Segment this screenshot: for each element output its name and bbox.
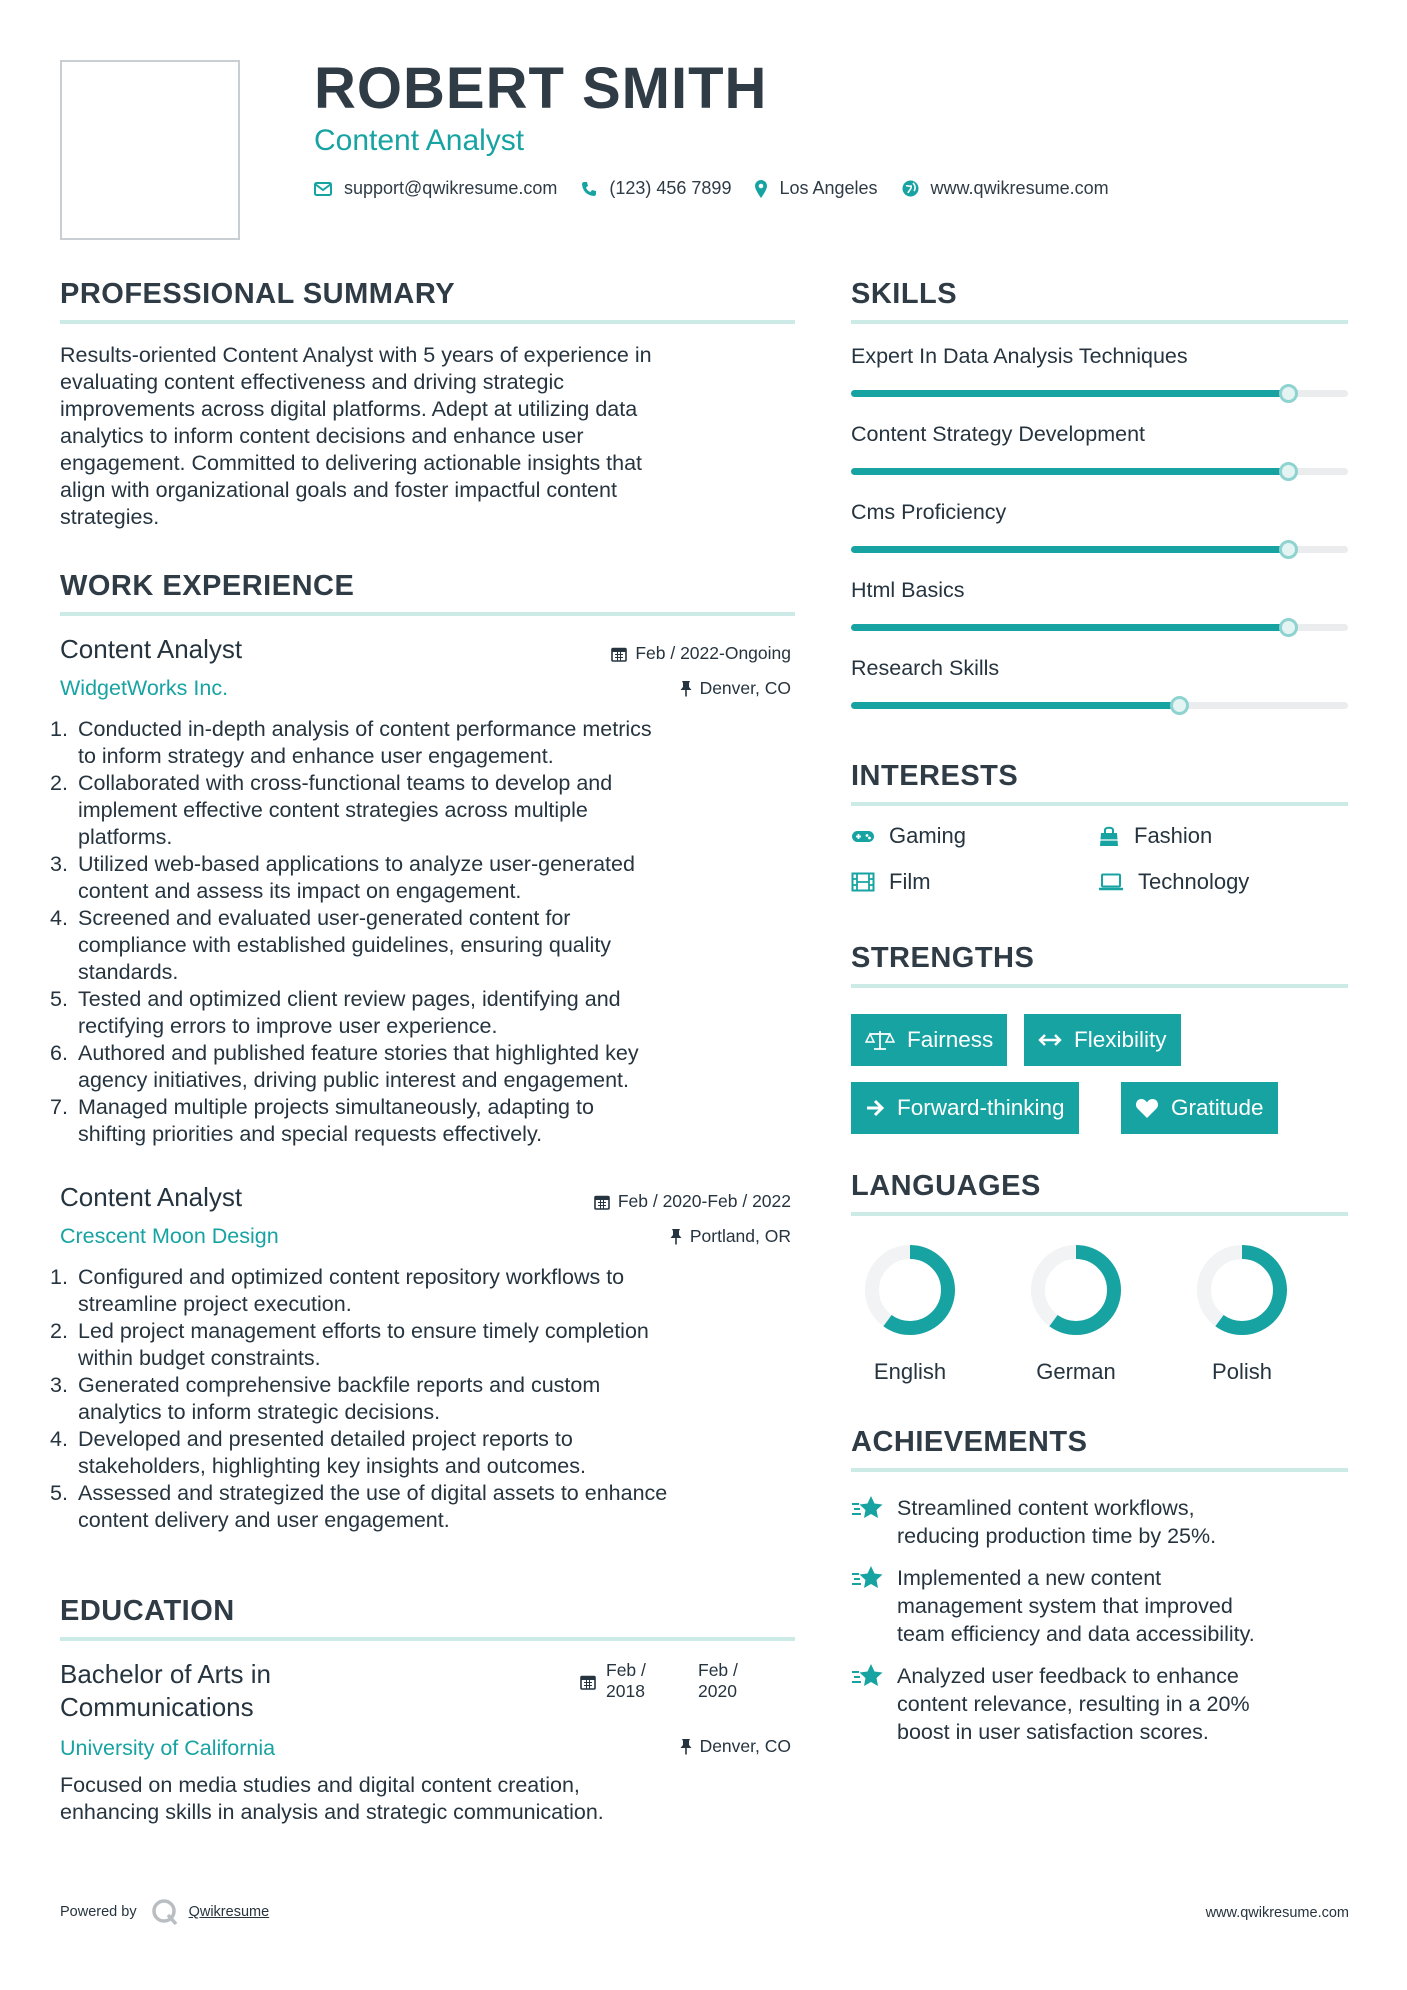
skill-bar: [851, 468, 1348, 475]
qwikresume-logo-icon: [151, 1898, 179, 1926]
interests-heading: INTERESTS: [851, 760, 1019, 792]
language-item: [1182, 1240, 1302, 1385]
summary-line: evaluating content effectiveness and driving strategic: [60, 370, 564, 394]
globe-icon: [902, 180, 919, 197]
interest-item: Fashion: [1098, 823, 1212, 849]
pushpin-icon: [670, 1228, 682, 1245]
language-name: German: [1036, 1359, 1116, 1384]
achievement-item: [851, 1494, 1331, 1550]
achievement-item: [851, 1662, 1331, 1746]
education-rule: [60, 1637, 795, 1641]
calendar-icon: [594, 1194, 610, 1210]
star-medal-icon: [851, 1564, 885, 1592]
interest-item: Technology: [1098, 869, 1249, 895]
strength-badge: Gratitude: [1121, 1082, 1278, 1134]
skill-bar-fill: [851, 702, 1179, 709]
heart-icon: [1135, 1097, 1159, 1119]
job-company: WidgetWorks Inc.: [60, 676, 229, 700]
strength-badge: Fairness: [851, 1014, 1007, 1066]
arrow-right-icon: [865, 1099, 885, 1117]
summary-text: [60, 342, 795, 531]
degree-line: Communications: [60, 1692, 254, 1722]
skill-bar-fill: [851, 390, 1288, 397]
language-gauge: [1192, 1240, 1292, 1340]
contact-email-text: support@qwikresume.com: [344, 178, 558, 198]
interest-item: Film: [851, 869, 931, 895]
list-item: 4. Screened and evaluated user-generated content for compliance with established guidelines, ensuring quality standards.: [50, 906, 612, 984]
job-title: Content Analyst: [60, 634, 243, 664]
languages-heading: LANGUAGES: [851, 1170, 1041, 1202]
strength-badge: Flexibility: [1024, 1014, 1181, 1066]
education-location: [680, 1736, 791, 1757]
skills-heading: SKILLS: [851, 278, 958, 310]
contact-location: [755, 178, 877, 199]
skill-bar-fill: [851, 468, 1288, 475]
language-item: [850, 1240, 970, 1385]
list-item: 2. Led project management efforts to ensure timely completion within budget constraints.: [50, 1319, 649, 1370]
language-item: [1016, 1240, 1136, 1385]
strengths-heading: STRENGTHS: [851, 942, 1035, 974]
education-location-text: Denver, CO: [699, 1736, 791, 1756]
education-heading: EDUCATION: [60, 1595, 235, 1627]
strength-badge: Forward-thinking: [851, 1082, 1079, 1134]
experience-rule: [60, 612, 795, 616]
job-dates: [611, 643, 791, 664]
list-item: 2. Collaborated with cross-functional teams to develop and implement effective content strategies across multiple platforms.: [50, 771, 613, 849]
contact-phone[interactable]: [581, 178, 731, 199]
degree-title: [60, 1658, 271, 1724]
summary-line: align with organizational goals and foster impactful content: [60, 478, 617, 502]
list-item: 5. Assessed and strategized the use of digital assets to enhance content delivery and user engagement.: [50, 1481, 668, 1532]
summary-line: engagement. Committed to delivering actionable insights that: [60, 451, 643, 475]
skill-bar: [851, 624, 1348, 631]
skill-bar-fill: [851, 624, 1288, 631]
skill-bar-knob: [1279, 540, 1298, 559]
skill-label: Html Basics: [851, 578, 965, 602]
summary-line: analytics to inform content decisions and enhance user: [60, 424, 584, 448]
job-location: [670, 1226, 791, 1247]
candidate-title: Content Analyst: [314, 124, 525, 157]
achievements-heading: ACHIEVEMENTS: [851, 1426, 1088, 1458]
envelope-icon: [314, 182, 332, 196]
summary-heading: PROFESSIONAL SUMMARY: [60, 278, 456, 310]
arrows-horizontal-icon: [1038, 1033, 1062, 1047]
skill-label: Research Skills: [851, 656, 1000, 680]
list-item: 7. Managed multiple projects simultaneously, adapting to shifting priorities and special requests effectively.: [50, 1095, 594, 1146]
job-title: Content Analyst: [60, 1182, 243, 1212]
interests-rule: [851, 802, 1348, 806]
contact-website[interactable]: [902, 178, 1109, 199]
list-item: 5. Tested and optimized client review pages, identifying and rectifying errors to improve user experience.: [50, 987, 621, 1038]
skill-bar: [851, 702, 1348, 709]
skill-bar: [851, 546, 1348, 553]
education-start-date: Feb / 2018: [606, 1660, 646, 1701]
achievement-text: Implemented a new content management system that improved team efficiency and data accessibility.: [897, 1566, 1255, 1646]
job-dates-text: Feb / 2020-Feb / 2022: [617, 1191, 791, 1211]
star-medal-icon: [851, 1662, 885, 1690]
language-gauge: [860, 1240, 960, 1340]
skills-rule: [851, 320, 1348, 324]
job-dates-text: Feb / 2022-Ongoing: [635, 643, 791, 663]
achievement-item: [851, 1564, 1331, 1648]
list-item: 3. Utilized web-based applications to analyze user-generated content and assess its impact on engagement.: [50, 852, 635, 903]
skill-label: Content Strategy Development: [851, 422, 1145, 446]
contact-phone-text: (123) 456 7899: [609, 178, 732, 198]
job-duties-list: [50, 1264, 800, 1534]
summary-line: Results-oriented Content Analyst with 5 years of experience in: [60, 343, 652, 367]
skill-bar-knob: [1279, 618, 1298, 637]
achievements-rule: [851, 1468, 1348, 1472]
languages-rule: [851, 1212, 1348, 1216]
job-location: [680, 678, 791, 699]
contact-email[interactable]: [314, 178, 557, 199]
achievement-text: Analyzed user feedback to enhance content relevance, resulting in a 20% boost in user satisfaction scores.: [897, 1664, 1250, 1744]
skill-label: Expert In Data Analysis Techniques: [851, 344, 1188, 368]
interest-item: Gaming: [851, 823, 966, 849]
skill-bar-knob: [1170, 696, 1189, 715]
degree-line: Bachelor of Arts in: [60, 1659, 271, 1689]
list-item: 1. Configured and optimized content repository workflows to streamline project execution.: [50, 1265, 625, 1316]
profile-photo-placeholder: [60, 60, 240, 240]
skill-bar: [851, 390, 1348, 397]
contact-website-text: www.qwikresume.com: [930, 178, 1109, 198]
calendar-icon: [611, 646, 627, 662]
shopping-bag-icon: [1098, 825, 1120, 847]
language-name: English: [873, 1359, 947, 1384]
contact-location-text: Los Angeles: [779, 178, 878, 198]
job-location-text: Portland, OR: [689, 1226, 791, 1246]
list-item: 1. Conducted in-depth analysis of content performance metrics to inform strategy and enhance user engagement.: [50, 717, 652, 768]
candidate-name: ROBERT SMITH: [314, 56, 768, 121]
laptop-icon: [1098, 873, 1124, 891]
strengths-rule: [851, 984, 1348, 988]
footer-powered-by: Powered by Qwikresume: [60, 1898, 269, 1926]
pushpin-icon: [680, 1738, 692, 1755]
footer-website[interactable]: www.qwikresume.com: [1205, 1905, 1349, 1921]
gamepad-icon: [851, 828, 875, 844]
education-description: Focused on media studies and digital content creation, enhancing skills in analysis and strategic communication.: [60, 1773, 604, 1824]
job-dates: [594, 1191, 791, 1212]
experience-heading: WORK EXPERIENCE: [60, 570, 355, 602]
achievement-text: Streamlined content workflows, reducing production time by 25%.: [897, 1496, 1217, 1548]
summary-line: improvements across digital platforms. Adept at utilizing data: [60, 397, 638, 421]
skill-bar-knob: [1279, 462, 1298, 481]
job-duties-list: [50, 716, 800, 1148]
skill-bar-knob: [1279, 384, 1298, 403]
balance-scale-icon: [865, 1029, 895, 1051]
film-icon: [851, 872, 875, 892]
phone-icon: [581, 181, 597, 197]
list-item: 4. Developed and presented detailed project reports to stakeholders, highlighting key insights and outcomes.: [50, 1427, 586, 1478]
map-marker-icon: [755, 180, 767, 198]
star-medal-icon: [851, 1494, 885, 1522]
education-end-date: Feb / 2020: [698, 1660, 738, 1701]
skill-label: Cms Proficiency: [851, 500, 1007, 524]
list-item: 6. Authored and published feature stories that highlighted key agency initiatives, driving public interest and engagement.: [50, 1041, 639, 1092]
contact-bar: [314, 178, 1133, 199]
summary-line: strategies.: [60, 505, 160, 529]
job-company: Crescent Moon Design: [60, 1224, 279, 1248]
calendar-icon: [580, 1674, 596, 1690]
list-item: 3. Generated comprehensive backfile reports and custom analytics to inform strategic decisions.: [50, 1373, 601, 1424]
skill-bar-fill: [851, 546, 1288, 553]
school-name: University of California: [60, 1736, 276, 1760]
summary-rule: [60, 320, 795, 324]
language-name: Polish: [1212, 1359, 1272, 1384]
job-location-text: Denver, CO: [699, 678, 791, 698]
pushpin-icon: [680, 680, 692, 697]
language-gauge: [1026, 1240, 1126, 1340]
footer-brand-link[interactable]: Qwikresume: [188, 1904, 270, 1920]
